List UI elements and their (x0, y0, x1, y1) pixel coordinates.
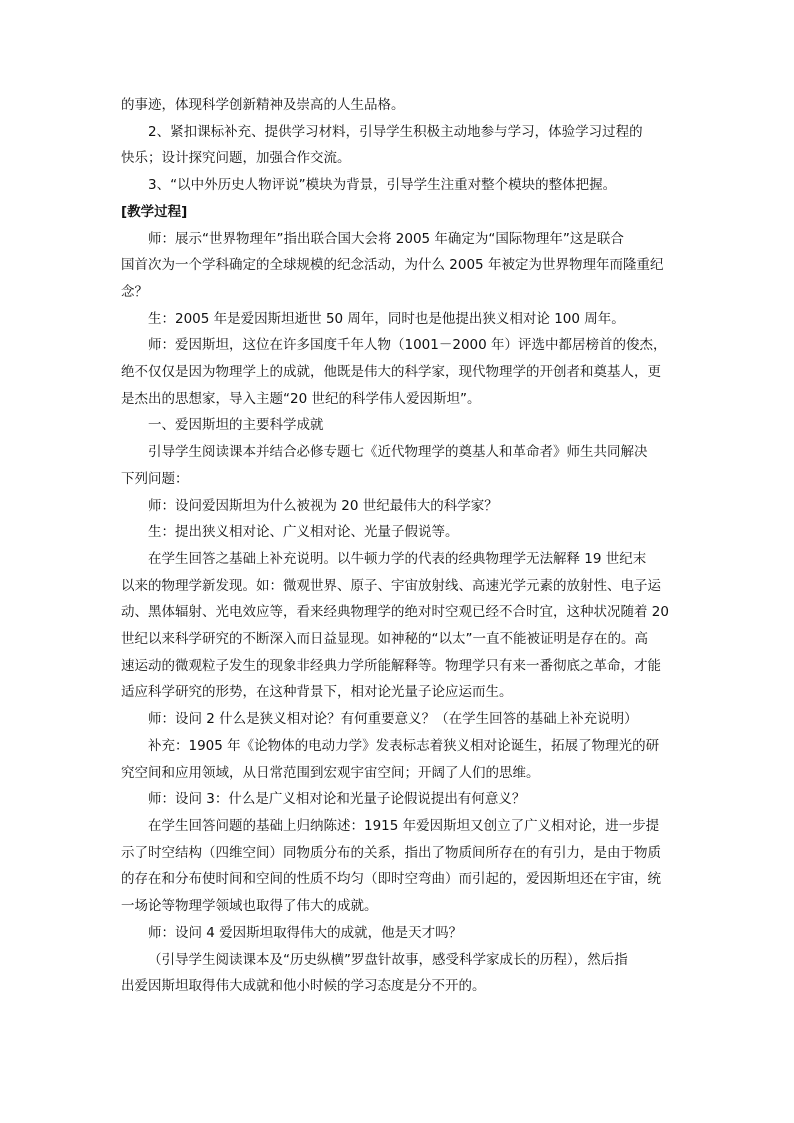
text-line: 师：设问爱因斯坦为什么被视为 20 世纪最伟大的科学家？ (148, 497, 498, 514)
text-line: 一、爱因斯坦的主要科学成就 (148, 417, 324, 434)
text-line: 绝不仅仅是因为物理学上的成就，他既是伟大的科学家，现代物理学的开创者和奠基人，更 (121, 364, 661, 381)
text-line: 2、紧扣课标补充、提供学习材料，引导学生积极主动地参与学习，体验学习过程的 (148, 123, 643, 140)
text-line: 是杰出的思想家，导入主题“20 世纪的科学伟人爱因斯坦”。 (121, 390, 481, 407)
text-line: 快乐；设计探究问题，加强合作交流。 (121, 150, 351, 167)
text-line: 世纪以来科学研究的不断深入而日益显现。如神秘的“以太”一直不能被证明是存在的。高 (121, 631, 648, 648)
text-line: 速运动的微观粒子发生的现象非经典力学所能解释等。物理学只有来一番彻底之革命，才能 (121, 657, 661, 674)
text-line: 师：设问 4 爱因斯坦取得伟大的成就，他是天才吗？ (148, 924, 463, 941)
text-line: 生：提出狭义相对论、广义相对论、光量子假说等。 (148, 524, 459, 541)
text-line: 动、黑体辐射、光电效应等，看来经典物理学的绝对时空观已经不合时宜，这种状况随着 20 (121, 604, 669, 621)
text-line: 生：2005 年是爱因斯坦逝世 50 周年，同时也是他提出狭义相对论 100 周年。 (148, 310, 625, 327)
text-line: 国首次为一个学科确定的全球规模的纪念活动，为什么 2005 年被定为世界物理年而隆重纪 (121, 257, 664, 274)
text-line: 一场论等物理学领域也取得了伟大的成就。 (121, 898, 378, 915)
document-body (121, 92, 707, 1000)
text-line: 师：展示“世界物理年”指出联合国大会将 2005 年确定为“国际物理年”这是联合 (148, 230, 624, 247)
text-line: 究空间和应用领域，从日常范围到宏观宇宙空间；开阔了人们的思维。 (121, 764, 540, 781)
text-line: 以来的物理学新发现。如：微观世界、原子、宇宙放射线、高速光学元素的放射性、电子运 (121, 577, 661, 594)
text-line: 示了时空结构（四维空间）同物质分布的关系，指出了物质间所存在的有引力，是由于物质 (121, 844, 661, 861)
text-line: 念？ (121, 283, 148, 300)
text-line: 师：设问 3：什么是广义相对论和光量子论假说提出有何意义？ (148, 791, 526, 808)
text-line: 在学生回答问题的基础上归纳陈述：1915 年爱因斯坦又创立了广义相对论，进一步提 (148, 817, 660, 834)
text-line: 的存在和分布使时间和空间的性质不均匀（即时空弯曲）而引起的，爱因斯坦还在宇宙，统 (121, 871, 661, 888)
text-line: 下列问题： (121, 470, 189, 487)
text-line: 补充：1905 年《论物体的电动力学》发表标志着狭义相对论诞生，拓展了物理光的研 (148, 737, 660, 754)
section-heading: [教学过程] (121, 203, 188, 220)
text-line: 的事迹，体现科学创新精神及崇高的人生品格。 (121, 97, 405, 113)
text-line: 3、“以中外历史人物评说”模块为背景，引导学生注重对整个模块的整体把握。 (148, 177, 617, 194)
text-line: 师：爱因斯坦，这位在许多国度千年人物（1001－2000 年）评选中都居榜首的俊杰， (148, 337, 667, 354)
text-line: 出爱因斯坦取得伟大成就和他小时候的学习态度是分不开的。 (121, 978, 486, 995)
text-line: 引导学生阅读课本并结合必修专题七《近代物理学的奠基人和革命者》师生共同解决 (148, 444, 648, 461)
text-line: 适应科学研究的形势，在这种背景下，相对论光量子论应运而生。 (121, 684, 513, 701)
text-line: （引导学生阅读课本及“历史纵横”罗盘针故事，感受科学家成长的历程），然后指 (148, 951, 628, 968)
text-line: 师：设问 2 什么是狭义相对论？有何重要意义？（在学生回答的基础上补充说明） (148, 711, 638, 728)
text-line: 在学生回答之基础上补充说明。以牛顿力学的代表的经典物理学无法解释 19 世纪末 (148, 550, 647, 567)
